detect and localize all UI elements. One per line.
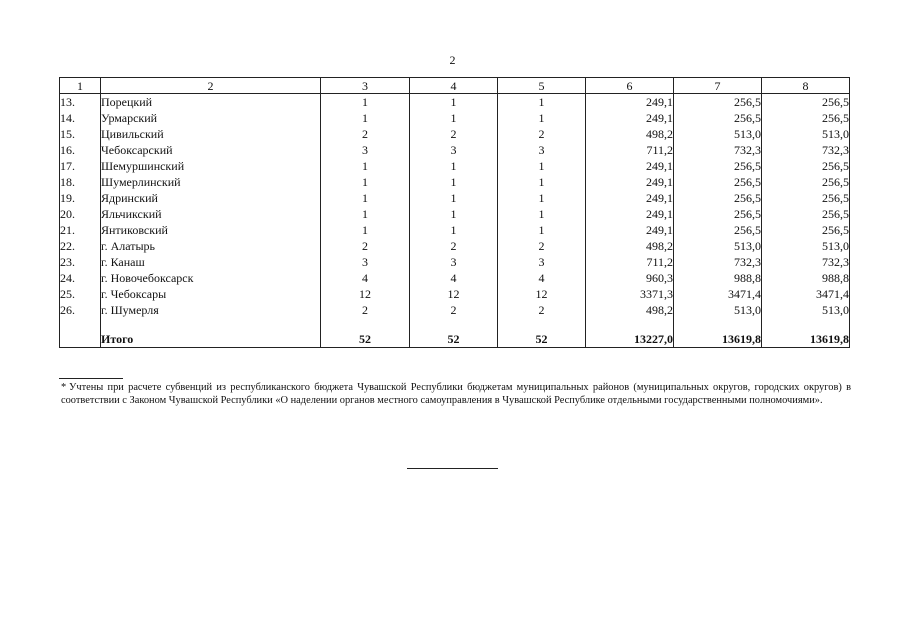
table-row (60, 206, 850, 222)
col5-value: 1 (498, 158, 586, 174)
table-row (60, 286, 850, 302)
col8-value: 513,0 (762, 238, 850, 254)
header-cell: 1 (60, 78, 101, 94)
district-name: г. Канаш (101, 254, 321, 270)
header-row (60, 78, 850, 94)
col6-value: 249,1 (586, 222, 674, 238)
col4-value: 3 (410, 254, 498, 270)
subvention-table (59, 77, 850, 348)
row-number: 25. (60, 286, 101, 302)
page-number: 2 (449, 53, 456, 67)
col3-value: 12 (321, 286, 410, 302)
col6-value: 249,1 (586, 158, 674, 174)
row-number: 24. (60, 270, 101, 286)
col7-value: 256,5 (674, 222, 762, 238)
spacer-row (60, 318, 850, 331)
row-number: 23. (60, 254, 101, 270)
col4-value: 2 (410, 238, 498, 254)
col5-value: 1 (498, 190, 586, 206)
total-col8: 13619,8 (762, 331, 850, 348)
col8-value: 256,5 (762, 206, 850, 222)
col8-value: 256,5 (762, 94, 850, 111)
district-name: Яльчикский (101, 206, 321, 222)
col6-value: 249,1 (586, 110, 674, 126)
table-row (60, 302, 850, 318)
end-divider (407, 468, 498, 469)
col6-value: 249,1 (586, 94, 674, 111)
table-row (60, 158, 850, 174)
col8-value: 988,8 (762, 270, 850, 286)
col5-value: 2 (498, 238, 586, 254)
row-number: 17. (60, 158, 101, 174)
col7-value: 3471,4 (674, 286, 762, 302)
col4-value: 1 (410, 206, 498, 222)
total-col5: 52 (498, 331, 586, 348)
col7-value: 256,5 (674, 206, 762, 222)
col8-value: 513,0 (762, 302, 850, 318)
district-name: Шемуршинский (101, 158, 321, 174)
table-row (60, 142, 850, 158)
col4-value: 1 (410, 174, 498, 190)
col5-value: 2 (498, 302, 586, 318)
total-col3: 52 (321, 331, 410, 348)
total-col4: 52 (410, 331, 498, 348)
col7-value: 256,5 (674, 94, 762, 111)
col6-value: 249,1 (586, 190, 674, 206)
col3-value: 3 (321, 142, 410, 158)
col6-value: 498,2 (586, 126, 674, 142)
col6-value: 249,1 (586, 174, 674, 190)
col8-value: 256,5 (762, 174, 850, 190)
col7-value: 256,5 (674, 174, 762, 190)
district-name: Янтиковский (101, 222, 321, 238)
district-name: Чебоксарский (101, 142, 321, 158)
col8-value: 513,0 (762, 126, 850, 142)
col3-value: 1 (321, 190, 410, 206)
col4-value: 1 (410, 190, 498, 206)
total-col7: 13619,8 (674, 331, 762, 348)
footnote-mark: * (61, 382, 67, 393)
col6-value: 960,3 (586, 270, 674, 286)
col5-value: 1 (498, 206, 586, 222)
header-cell: 5 (498, 78, 586, 94)
row-number: 16. (60, 142, 101, 158)
row-number: 15. (60, 126, 101, 142)
col8-value: 256,5 (762, 110, 850, 126)
col5-value: 1 (498, 222, 586, 238)
col5-value: 3 (498, 254, 586, 270)
col8-value: 732,3 (762, 142, 850, 158)
col3-value: 1 (321, 222, 410, 238)
col7-value: 513,0 (674, 238, 762, 254)
row-number: 14. (60, 110, 101, 126)
col4-value: 3 (410, 142, 498, 158)
district-name: Цивильский (101, 126, 321, 142)
col3-value: 2 (321, 126, 410, 142)
col8-value: 256,5 (762, 158, 850, 174)
col4-value: 2 (410, 302, 498, 318)
footnote-text: Учтены при расчете субвенций из республиканского бюджета Чувашской Республики бюджетам муниципальных районов (муниципальных округов, городских округов) в соответствии с Законом Чувашской Республики «О наделении органов местного самоуправления в Чувашской Республике отдельными государственными полномочиями». (61, 382, 851, 406)
table-row (60, 270, 850, 286)
header-cell: 6 (586, 78, 674, 94)
col5-value: 1 (498, 110, 586, 126)
col6-value: 711,2 (586, 142, 674, 158)
col4-value: 1 (410, 110, 498, 126)
header-cell: 7 (674, 78, 762, 94)
row-number: 21. (60, 222, 101, 238)
footnote-divider (59, 378, 123, 379)
col4-value: 1 (410, 158, 498, 174)
col4-value: 12 (410, 286, 498, 302)
col7-value: 988,8 (674, 270, 762, 286)
row-number: 20. (60, 206, 101, 222)
row-number: 13. (60, 94, 101, 111)
district-name: г. Шумерля (101, 302, 321, 318)
col7-value: 256,5 (674, 158, 762, 174)
total-label: Итого (101, 331, 321, 348)
district-name: г. Новочебоксарск (101, 270, 321, 286)
district-name: Шумерлинский (101, 174, 321, 190)
row-number: 19. (60, 190, 101, 206)
col7-value: 256,5 (674, 190, 762, 206)
row-number: 22. (60, 238, 101, 254)
header-cell: 4 (410, 78, 498, 94)
table-row (60, 110, 850, 126)
col7-value: 732,3 (674, 142, 762, 158)
district-name: Урмарский (101, 110, 321, 126)
col4-value: 1 (410, 222, 498, 238)
col7-value: 732,3 (674, 254, 762, 270)
col8-value: 732,3 (762, 254, 850, 270)
col3-value: 1 (321, 110, 410, 126)
col7-value: 513,0 (674, 126, 762, 142)
district-name: Ядринский (101, 190, 321, 206)
col5-value: 1 (498, 94, 586, 111)
col5-value: 12 (498, 286, 586, 302)
district-name: г. Чебоксары (101, 286, 321, 302)
district-name: г. Алатырь (101, 238, 321, 254)
total-row (60, 331, 850, 348)
footnote (61, 381, 851, 407)
col3-value: 2 (321, 302, 410, 318)
col6-value: 711,2 (586, 254, 674, 270)
col3-value: 2 (321, 238, 410, 254)
col6-value: 498,2 (586, 238, 674, 254)
col3-value: 4 (321, 270, 410, 286)
col7-value: 256,5 (674, 110, 762, 126)
table-body (60, 94, 850, 348)
header-cell: 3 (321, 78, 410, 94)
col6-value: 249,1 (586, 206, 674, 222)
table-row (60, 174, 850, 190)
table-row (60, 238, 850, 254)
col3-value: 1 (321, 206, 410, 222)
col5-value: 3 (498, 142, 586, 158)
col5-value: 2 (498, 126, 586, 142)
col5-value: 1 (498, 174, 586, 190)
col7-value: 513,0 (674, 302, 762, 318)
col4-value: 4 (410, 270, 498, 286)
col5-value: 4 (498, 270, 586, 286)
col8-value: 256,5 (762, 222, 850, 238)
row-number: 18. (60, 174, 101, 190)
header-cell: 2 (101, 78, 321, 94)
col3-value: 3 (321, 254, 410, 270)
col8-value: 256,5 (762, 190, 850, 206)
col8-value: 3471,4 (762, 286, 850, 302)
district-name: Порецкий (101, 94, 321, 111)
table-row (60, 222, 850, 238)
col4-value: 2 (410, 126, 498, 142)
table-row (60, 126, 850, 142)
col3-value: 1 (321, 174, 410, 190)
table-row (60, 94, 850, 111)
col3-value: 1 (321, 94, 410, 111)
header-cell: 8 (762, 78, 850, 94)
col6-value: 498,2 (586, 302, 674, 318)
col3-value: 1 (321, 158, 410, 174)
total-col6: 13227,0 (586, 331, 674, 348)
col6-value: 3371,3 (586, 286, 674, 302)
row-number: 26. (60, 302, 101, 318)
col4-value: 1 (410, 94, 498, 111)
table-row (60, 190, 850, 206)
table-row (60, 254, 850, 270)
